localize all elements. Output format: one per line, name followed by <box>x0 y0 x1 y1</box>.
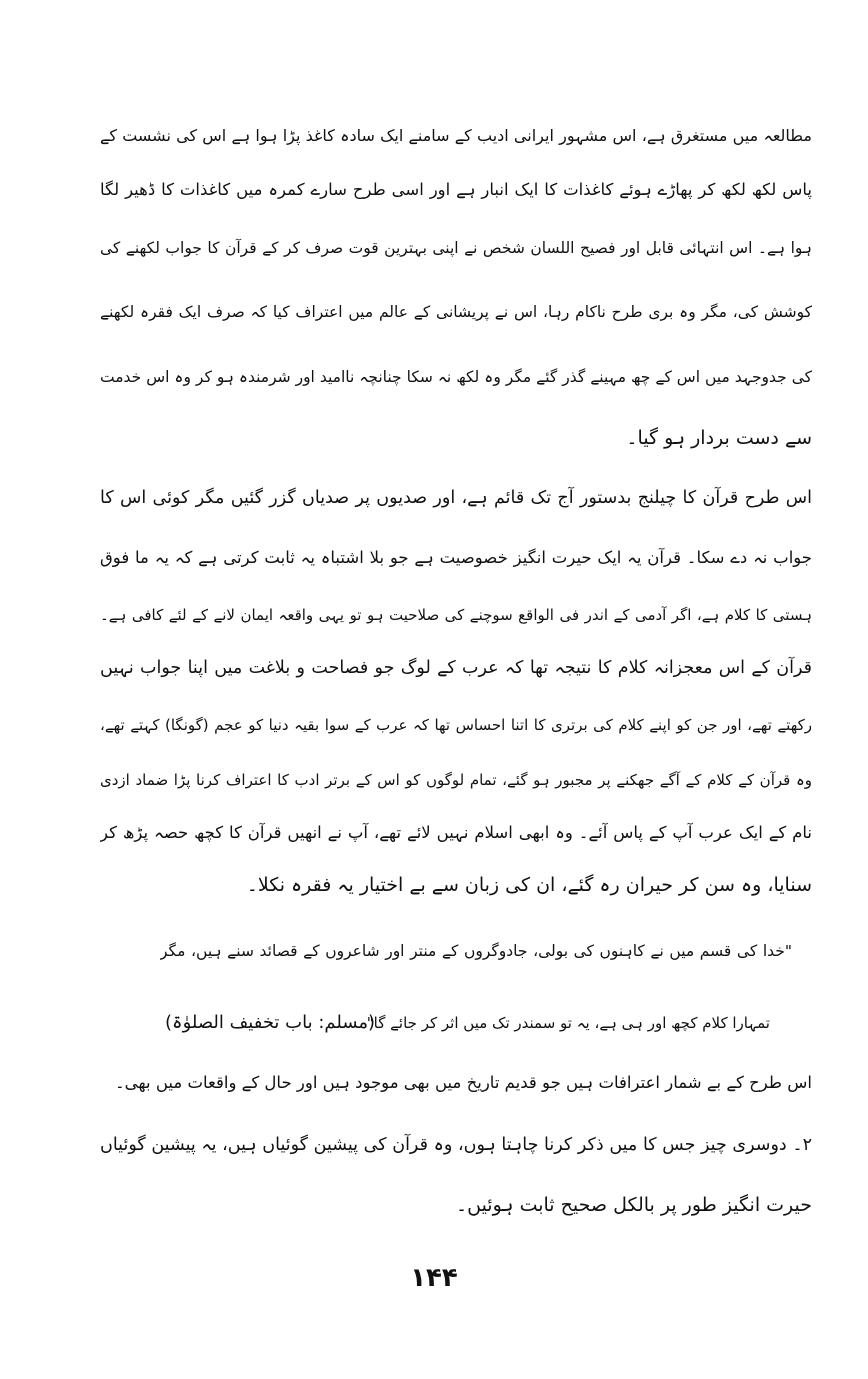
text-line: کی جدوجہد میں اس کے چھ مہینے گذر گئے مگر وہ لکھ نہ سکا چنانچہ ناامید اور شرمندہ ہو کر وہ اس خدمت <box>100 368 812 386</box>
text-line: کوشش کی، مگر وہ بری طرح ناکام رہا، اس نے پریشانی کے عالم میں اعتراف کیا کہ صرف ایک فقرہ لکھنے <box>100 303 812 321</box>
text-line: جواب نہ دے سکا۔ قرآن یہ ایک حیرت انگیز خصوصیت ہے جو بلا اشتباہ یہ ثابت کرتی ہے کہ یہ ما فوق <box>100 548 812 567</box>
text-line: سنایا، وہ سن کر حیران رہ گئے، ان کی زبان سے بے اختیار یہ فقرہ نکلا۔ <box>246 874 812 896</box>
text-line: اس طرح قرآن کا چیلنج بدستور آج تک قائم ہے، اور صدیوں پر صدیاں گزر گئیں مگر کوئی اس کا <box>100 488 812 508</box>
quote-line: "خدا کی قسم میں نے کاہنوں کی بولی، جادوگروں کے منتر اور شاعروں کے قصائد سنے ہیں، مگر <box>160 942 792 960</box>
text-line: وہ قرآن کے کلام کے آگے جھکنے پر مجبور ہو گئے، تمام لوگوں کو اس کے برتر ادب کا اعتراف کرنا پڑا ضماد ازدی <box>100 771 812 789</box>
text-line: اس طرح کے بے شمار اعترافات ہیں جو قدیم تاریخ میں بھی موجود ہیں اور حال کے واقعات میں بھی۔ <box>114 1073 812 1092</box>
page-number: ۱۴۴ <box>410 1263 458 1293</box>
text-line: نام کے ایک عرب آپ کے پاس آئے۔ وہ ابھی اسلام نہیں لائے تھے، آپ نے انھیں قرآن کا کچھ حصہ پڑھ کر <box>100 823 812 842</box>
quote-line: تمہارا کلام کچھ اور ہی ہے، یہ تو سمندر تک میں اثر کر جائے گا" <box>366 1014 770 1032</box>
text-line: ۲۔ دوسری چیز جس کا میں ذکر کرنا چاہتا ہوں، وہ قرآن کی پیشین گوئیاں ہیں، یہ پیشین گوئیاں <box>100 1135 812 1155</box>
text-line: سے دست بردار ہو گیا۔ <box>626 427 812 449</box>
text-line: قرآن کے اس معجزانہ کلام کا نتیجہ تھا کہ عرب کے لوگ جو فصاحت و بلاغت میں اپنا جواب نہیں <box>100 658 812 678</box>
text-line: حیرت انگیز طور پر بالکل صحیح ثابت ہوئیں۔ <box>455 1194 812 1216</box>
text-line: رکھتے تھے، اور جن کو اپنے کلام کی برتری کا اتنا احساس تھا کہ عرب کے سوا بقیہ دنیا کو عجم (گونگا) کہتے تھے، <box>100 716 812 734</box>
quote-reference: (مسلم: باب تخفیف الصلوٰۃ) <box>165 1012 376 1033</box>
text-line: پاس لکھ لکھ کر پھاڑے ہوئے کاغذات کا ایک انبار ہے اور اسی طرح سارے کمرہ میں کاغذات کا ڈھیر لگا <box>100 180 812 199</box>
text-line: مطالعہ میں مستغرق ہے، اس مشہور ایرانی ادیب کے سامنے ایک سادہ کاغذ پڑا ہوا ہے اس کی نشست کے <box>100 126 812 145</box>
text-line: ہوا ہے۔ اس انتہائی قابل اور فصیح اللسان شخص نے اپنی بہترین قوت صرف کر کے قرآن کا جواب لکھنے کی <box>100 239 812 257</box>
text-line: ہستی کا کلام ہے، اگر آدمی کے اندر فی الواقع سوچنے کی صلاحیت ہو تو یہی واقعہ ایمان لانے کے لئے کافی ہے۔ <box>100 606 812 624</box>
